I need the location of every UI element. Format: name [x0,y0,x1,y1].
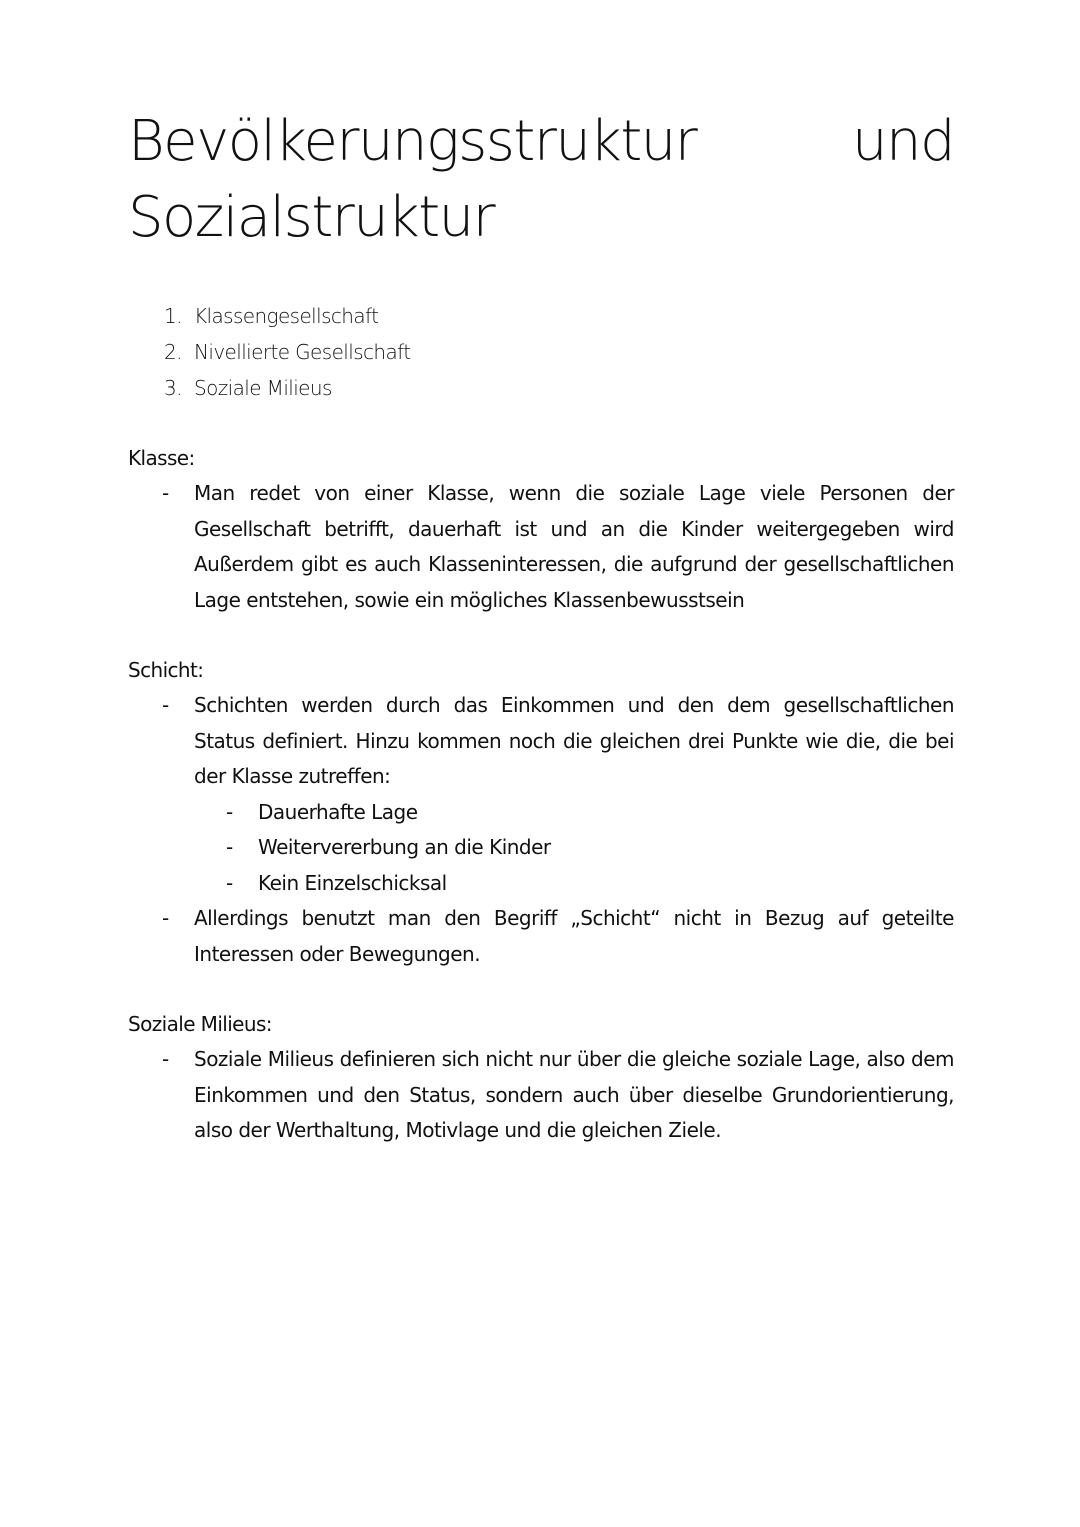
toc-text: Nivellierte Gesellschaft [194,340,411,364]
title-word-2: und [851,109,954,174]
title-word-1: Bevölkerungsstruktur [128,109,697,174]
bullet-dash: - [162,481,169,505]
toc-text: Klassengesellschaft [194,304,379,328]
section-schicht [128,652,954,972]
toc-number: 1. [164,304,182,328]
toc-item [128,370,954,406]
bullet-dash: - [162,1047,169,1071]
bullet-text: Allerdings benutzt man den Begriff „Schicht“ nicht in Bezug auf geteilte Interessen oder Bewegungen. [194,906,954,966]
sub-bullet-item [128,866,954,902]
document-page [128,104,954,1149]
bullet-dash: - [162,906,169,930]
toc-item [128,298,954,334]
toc-number: 2. [164,340,182,364]
bullet-text: Man redet von einer Klasse, wenn die soziale Lage viele Personen der Gesellschaft betrifft, dauerhaft ist und an die Kinder weitergegeben wird Außerdem gibt es auch Klasseninteressen, die aufgrund der gesellschaftlichen Lage entstehen, sowie ein mögliches Klassenbewusstsein [194,481,954,612]
bullet-dash: - [226,835,233,859]
bullet-item [128,476,954,618]
section-heading: Soziale Milieus: [128,1012,272,1036]
section-heading: Klasse: [128,446,195,470]
bullet-item [128,688,954,795]
title-line-2: Sozialstruktur [128,185,495,250]
section-heading: Schicht: [128,658,204,682]
bullet-text: Soziale Milieus definieren sich nicht nur über die gleiche soziale Lage, also dem Einkommen und den Status, sondern auch über dieselbe Grundorientierung, also der Werthaltung, Motivlage und die gleichen Ziele. [194,1047,954,1142]
toc-text: Soziale Milieus [194,376,332,400]
sub-bullet-item [128,830,954,866]
sub-bullet-text: Dauerhafte Lage [258,799,418,824]
toc-number: 3. [164,376,182,400]
table-of-contents [128,298,954,406]
section-milieus [128,1006,954,1149]
title-line-1 [128,104,954,180]
bullet-item [128,901,954,972]
section-klasse [128,440,954,618]
sub-bullet-item [128,795,954,831]
sub-bullet-text: Weitervererbung an die Kinder [258,835,551,859]
bullet-text: Schichten werden durch das Einkommen und den dem gesellschaftlichen Status definiert. Hinzu kommen noch die gleichen drei Punkte wie die, die bei der Klasse zutreffen: [194,693,954,788]
page-title [128,104,954,256]
toc-item [128,334,954,370]
bullet-dash: - [226,870,233,895]
bullet-dash: - [162,693,169,717]
bullet-dash: - [226,799,233,824]
sub-bullet-text: Kein Einzelschicksal [258,870,447,895]
bullet-item [128,1042,954,1149]
